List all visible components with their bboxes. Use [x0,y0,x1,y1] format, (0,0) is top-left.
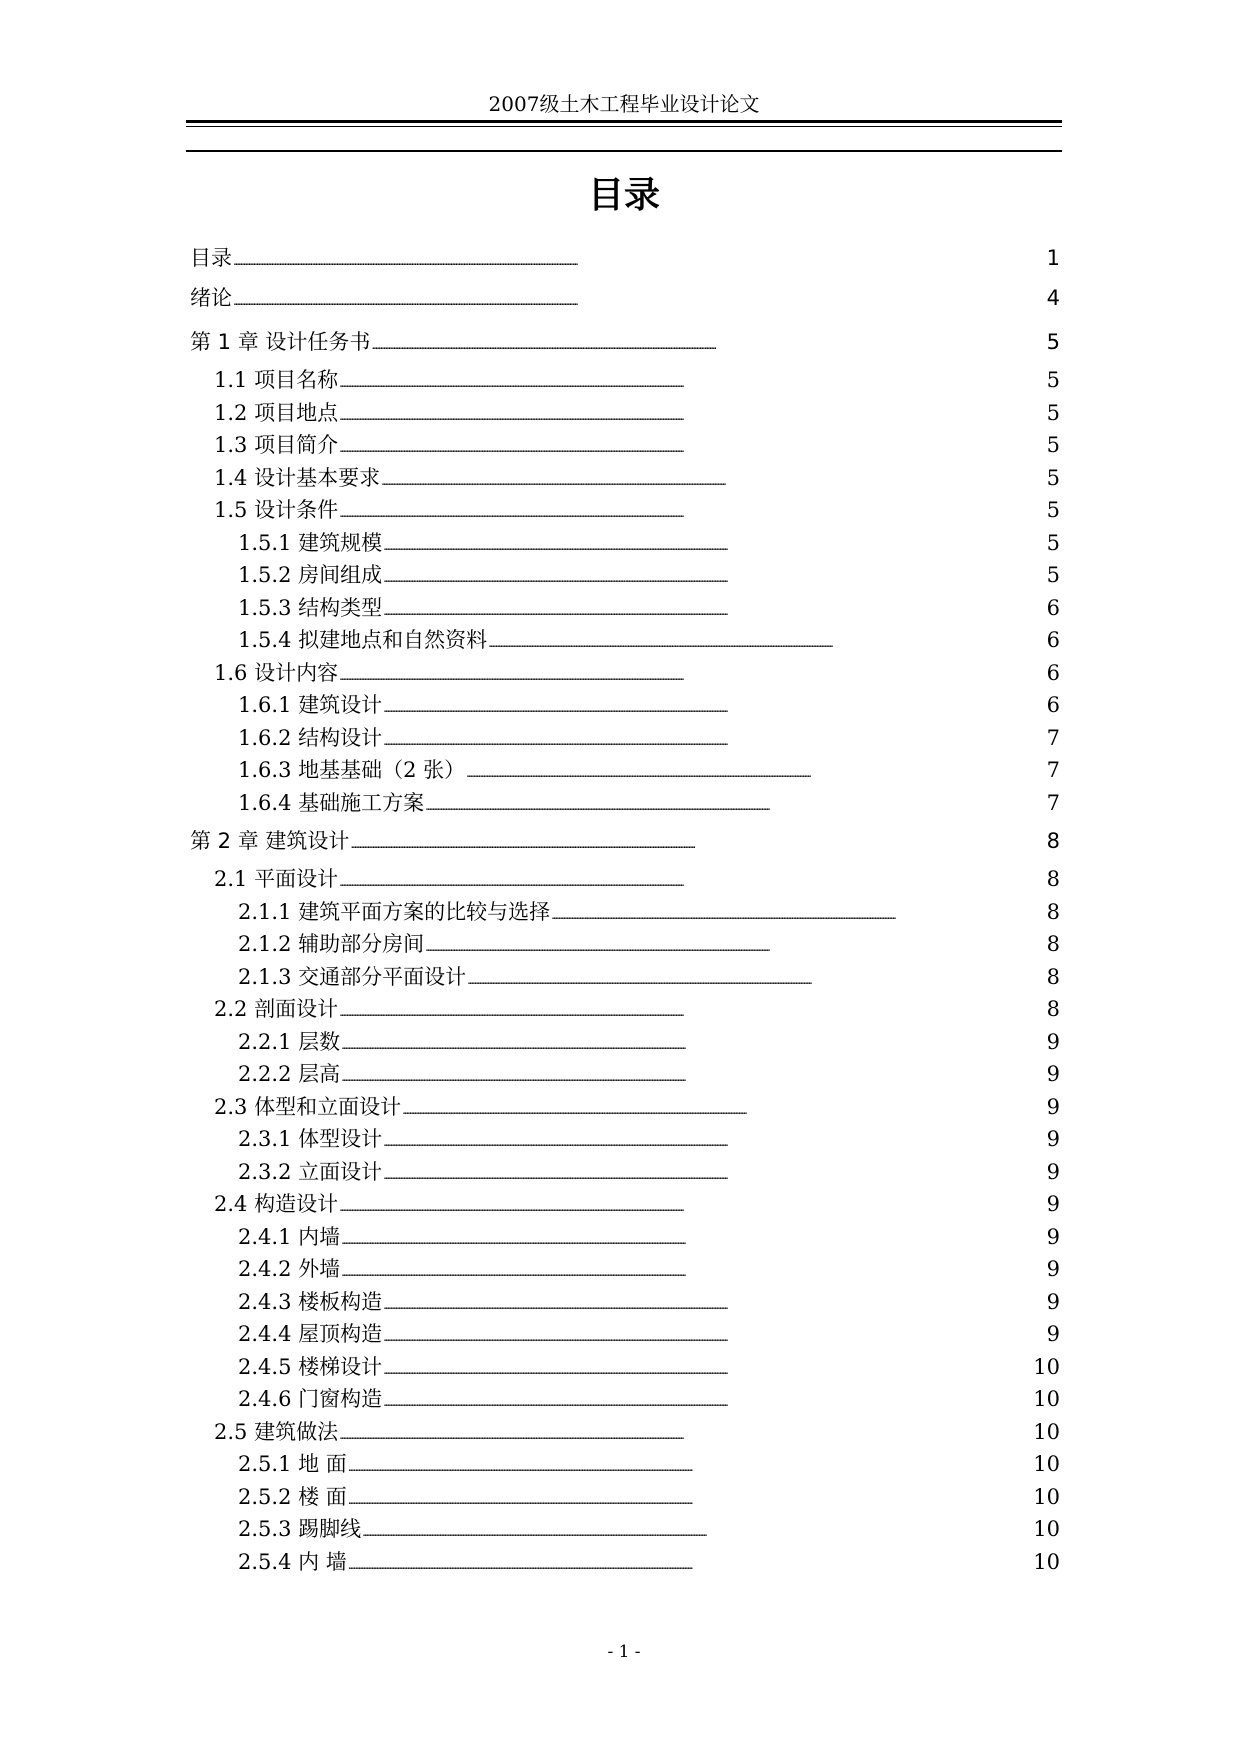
toc-dot-leader [348,1448,1032,1484]
toc-entry-page: 5 [1046,530,1060,555]
toc-entry[interactable] [190,961,1060,994]
header-rule-thin [186,126,1062,127]
toc-entry-page: 8 [1046,964,1060,989]
toc-entry-label: 1.6.2 结构设计 [238,725,383,750]
toc-entry-page: 6 [1046,628,1060,652]
toc-entry[interactable] [190,1123,1060,1156]
toc-entry[interactable] [190,1286,1060,1319]
toc-entry[interactable] [190,1481,1060,1514]
toc-dot-leader [402,1091,1046,1127]
toc-entry-label: 1.6.4 基础施工方案 [238,790,425,815]
toc-entry-label: 绪论 [190,286,232,310]
toc-dot-leader [371,320,1045,367]
toc-dot-leader [383,1156,1046,1192]
toc-entry-page: 9 [1046,1322,1060,1346]
toc-dot-leader [341,1058,1046,1094]
toc-entry-label: 2.2 剖面设计 [214,997,339,1021]
toc-entry[interactable] [190,928,1060,961]
toc-dot-leader [339,863,1046,899]
toc-entry-label: 1.6.1 建筑设计 [238,693,383,717]
toc-dot-leader [383,1318,1046,1354]
toc-entry[interactable] [190,1058,1060,1091]
toc-dot-leader [341,1221,1046,1257]
toc-entry-label: 1.1 项目名称 [214,368,339,392]
toc-entry-label: 2.1 平面设计 [214,867,339,891]
toc-entry-label: 1.5.2 房间组成 [238,563,383,587]
toc-entry-page: 8 [1046,997,1060,1021]
toc-entry-label: 第 2 章 建筑设计 [190,829,350,853]
toc-entry-label: 2.4.4 屋顶构造 [238,1322,383,1346]
toc-dot-leader [383,1123,1046,1159]
toc-entry-page: 8 [1046,932,1060,956]
toc-entry[interactable] [190,624,1060,657]
toc-entry-page: 9 [1046,1094,1060,1119]
toc-entry-page: 7 [1046,725,1060,750]
toc-list [190,240,1060,1578]
toc-entry-label: 2.1.3 交通部分平面设计 [238,964,467,989]
toc-entry-page: 8 [1046,829,1060,853]
toc-entry-label: 2.3.2 立面设计 [238,1159,383,1184]
toc-entry-label: 1.5.1 建筑规模 [238,530,383,555]
toc-entry[interactable] [190,1318,1060,1351]
toc-dot-leader [233,240,1046,279]
toc-entry[interactable] [190,364,1060,397]
toc-entry-label: 2.2.1 层数 [238,1029,341,1054]
toc-entry-page: 5 [1046,433,1060,457]
toc-entry-label: 2.4.1 内墙 [238,1224,341,1249]
toc-entry-page: 9 [1046,1289,1060,1314]
toc-entry[interactable] [190,462,1060,495]
toc-entry-label: 2.4.6 门窗构造 [238,1387,383,1411]
toc-entry-page: 10 [1033,1419,1060,1444]
toc-entry-label: 1.3 项目简介 [214,433,339,457]
toc-entry-page: 10 [1033,1387,1060,1411]
toc-dot-leader [551,896,1046,932]
toc-dot-leader [383,689,1046,725]
toc-dot-leader [466,754,1045,790]
toc-entry-page: 6 [1046,595,1060,620]
toc-entry-label: 1.5.3 结构类型 [238,595,383,620]
toc-dot-leader [383,592,1046,628]
toc-entry-page: 10 [1033,1517,1060,1541]
toc-entry[interactable] [190,722,1060,755]
toc-entry-page: 9 [1046,1127,1060,1151]
toc-entry-page: 9 [1046,1257,1060,1281]
toc-entry-page: 9 [1046,1224,1060,1249]
toc-title: 目录 [587,175,660,216]
toc-dot-leader [467,961,1046,997]
toc-dot-leader [348,1481,1032,1517]
toc-dot-leader [339,397,1046,433]
toc-dot-leader [362,1513,1032,1549]
toc-entry-label: 2.1.2 辅助部分房间 [238,932,425,956]
toc-entry-label: 2.4.5 楼梯设计 [238,1354,383,1379]
toc-dot-leader [339,1188,1046,1224]
toc-dot-leader [339,1416,1032,1452]
toc-entry[interactable] [190,689,1060,722]
toc-entry[interactable] [190,1253,1060,1286]
toc-entry-label: 2.3.1 体型设计 [238,1127,383,1151]
toc-entry-label: 2.5 建筑做法 [214,1419,339,1444]
toc-entry-page: 5 [1046,465,1060,490]
toc-dot-leader [339,657,1046,693]
toc-entry-label: 2.4 构造设计 [214,1192,339,1216]
toc-entry-page: 10 [1033,1354,1060,1379]
toc-dot-leader [383,1351,1032,1387]
toc-entry-page: 6 [1046,660,1060,685]
page-number: - 1 - [607,1642,641,1662]
toc-entry[interactable] [190,1513,1060,1546]
toc-entry[interactable] [190,1026,1060,1059]
toc-entry-label: 1.2 项目地点 [214,400,339,425]
toc-entry[interactable] [190,276,1060,320]
toc-entry[interactable] [190,1416,1060,1449]
toc-dot-leader [425,787,1046,823]
toc-entry[interactable] [190,1448,1060,1481]
toc-entry-label: 1.4 设计基本要求 [214,465,381,490]
toc-entry-label: 1.5.4 拟建地点和自然资料 [238,628,488,652]
toc-entry-label: 2.5.1 地 面 [238,1452,347,1476]
toc-entry[interactable] [190,494,1060,527]
toc-entry-label: 2.5.3 踢脚线 [238,1517,362,1541]
toc-entry-label: 1.6 设计内容 [214,660,339,685]
toc-entry-label: 2.2.2 层高 [238,1062,341,1086]
toc-entry-page: 5 [1046,498,1060,522]
toc-entry-label: 2.1.1 建筑平面方案的比较与选择 [238,899,551,924]
toc-entry[interactable] [190,559,1060,592]
toc-entry-page: 4 [1046,286,1060,310]
toc-entry-page: 9 [1046,1062,1060,1086]
toc-entry-page: 5 [1046,368,1060,392]
toc-entry-page: 6 [1046,693,1060,717]
toc-entry[interactable] [190,240,1060,276]
toc-entry[interactable] [190,787,1060,820]
toc-entry-page: 5 [1046,563,1060,587]
toc-dot-leader [339,429,1046,465]
toc-entry-page: 7 [1046,790,1060,815]
header-rule-bottom [186,150,1062,152]
toc-dot-leader [488,624,1046,660]
toc-entry[interactable] [190,657,1060,690]
toc-entry-page: 10 [1033,1452,1060,1476]
toc-entry[interactable] [190,896,1060,929]
toc-entry-page: 5 [1046,330,1060,354]
toc-entry-label: 1.6.3 地基基础（2 张） [238,758,466,782]
toc-dot-leader [339,364,1046,400]
toc-entry-label: 2.5.2 楼 面 [238,1484,347,1509]
toc-dot-leader [339,494,1046,530]
toc-entry-label: 2.4.3 楼板构造 [238,1289,383,1314]
toc-dot-leader [425,928,1046,964]
toc-entry-label: 2.3 体型和立面设计 [214,1094,402,1119]
toc-entry-page: 1 [1046,246,1060,270]
toc-entry[interactable] [190,429,1060,462]
toc-entry-label: 目录 [190,246,232,270]
toc-entry[interactable] [190,1188,1060,1221]
toc-entry[interactable] [190,1351,1060,1384]
toc-entry-page: 5 [1046,400,1060,425]
toc-dot-leader [348,1546,1032,1582]
toc-dot-leader [341,1026,1046,1062]
running-header: 2007级土木工程毕业设计论文 [488,92,760,116]
toc-entry[interactable] [190,1156,1060,1189]
toc-entry-page: 9 [1046,1192,1060,1216]
toc-entry[interactable] [190,819,1060,863]
toc-entry-label: 2.4.2 外墙 [238,1257,341,1281]
toc-entry[interactable] [190,1546,1060,1579]
toc-entry[interactable] [190,1221,1060,1254]
toc-entry-page: 7 [1046,758,1060,782]
toc-dot-leader [341,1253,1046,1289]
toc-entry-label: 1.5 设计条件 [214,498,339,522]
toc-entry[interactable] [190,1091,1060,1124]
toc-dot-leader [350,819,1045,866]
toc-dot-leader [383,1286,1046,1322]
toc-entry[interactable] [190,397,1060,430]
toc-entry[interactable] [190,527,1060,560]
toc-dot-leader [233,276,1046,323]
toc-entry-page: 9 [1046,1029,1060,1054]
toc-entry-page: 8 [1046,899,1060,924]
toc-entry-page: 8 [1046,867,1060,891]
toc-entry[interactable] [190,754,1060,787]
header-rule-thick [186,120,1062,123]
toc-entry-page: 10 [1033,1549,1060,1574]
toc-dot-leader [339,993,1046,1029]
toc-dot-leader [381,462,1046,498]
toc-entry[interactable] [190,863,1060,896]
toc-dot-leader [383,722,1046,758]
toc-entry[interactable] [190,592,1060,625]
toc-entry[interactable] [190,1383,1060,1416]
toc-dot-leader [383,559,1046,595]
toc-entry[interactable] [190,320,1060,364]
toc-entry-page: 10 [1033,1484,1060,1509]
toc-entry-label: 2.5.4 内 墙 [238,1549,347,1574]
toc-entry[interactable] [190,993,1060,1026]
toc-dot-leader [383,527,1046,563]
toc-entry-label: 第 1 章 设计任务书 [190,330,371,354]
toc-entry-page: 9 [1046,1159,1060,1184]
toc-dot-leader [383,1383,1032,1419]
